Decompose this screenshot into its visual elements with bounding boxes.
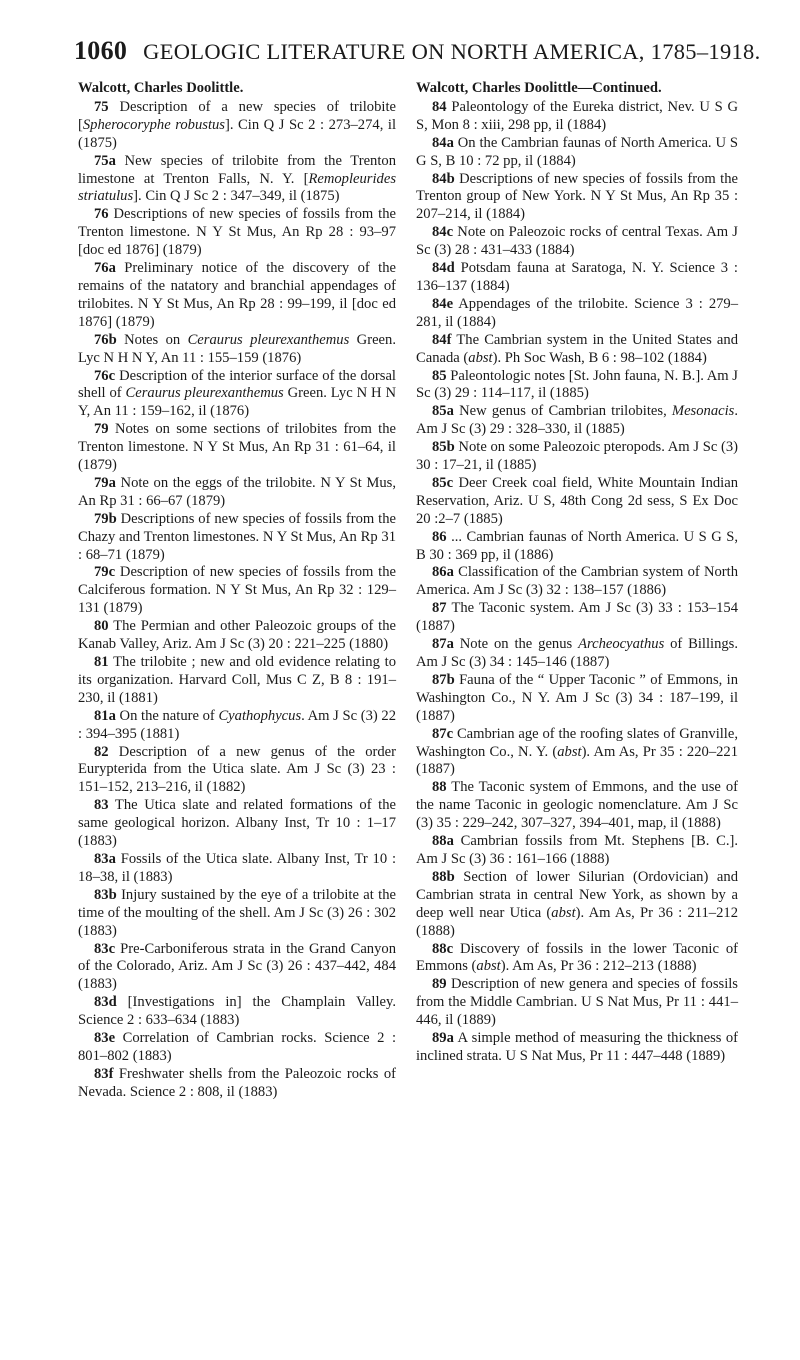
entry-text: Discovery of fossils in the lower Taconic of Emmons ( xyxy=(416,940,738,975)
entry-number: 84b xyxy=(432,170,455,187)
entry-citation: Green. Lyc N H N Y, An 11 : 155–159 (1876) xyxy=(78,331,396,366)
entry-text: A simple method of measuring the thickness of inclined strata. U S Nat Mus, Pr 11 : 447–448 (1889) xyxy=(416,1030,738,1064)
bibliography-entry xyxy=(78,708,396,744)
entry-text: Note on Paleozoic rocks of central Texas. Am J Sc (3) 28 : 431–433 (1884) xyxy=(416,224,738,259)
bibliography-entry xyxy=(416,976,738,1030)
entry-number: 82 xyxy=(94,743,109,760)
entry-citation: ). Ph Soc Wash, B 6 : 98–102 (1884) xyxy=(492,349,707,366)
bibliography-entry xyxy=(416,1030,738,1066)
author-heading-continued: Walcott, Charles Doolittle—Continued. xyxy=(416,80,662,96)
bibliography-entry xyxy=(416,368,738,404)
bibliography-entry xyxy=(416,403,738,439)
entry-number: 88b xyxy=(432,868,455,885)
bibliography-entry xyxy=(416,529,738,565)
entry-number: 79b xyxy=(94,510,117,527)
entry-text: Preliminary notice of the discovery of the remains of the natatory and branchial appendages of trilobites. N Y St Mus, An Rp 28 : 99–199, il [doc ed 1876] (1879) xyxy=(78,260,396,330)
entry-number: 87a xyxy=(432,636,454,653)
entry-number: 87b xyxy=(432,671,455,688)
entry-text: Classification of the Cambrian system of North America. Am J Sc (3) 32 : 138–157 (1886) xyxy=(416,564,738,599)
entry-text: Potsdam fauna at Saratoga, N. Y. Science 3 : 136–137 (1884) xyxy=(416,260,738,294)
entry-number: 81a xyxy=(94,707,116,724)
bibliography-entry xyxy=(416,600,738,636)
entry-number: 85a xyxy=(432,403,454,420)
entry-text: Description of a new genus of the order Eurypterida from the Utica slate. Am J Sc (3) 23 : 151–152, 213–216, il (1882) xyxy=(78,743,396,796)
entry-text: On the nature of xyxy=(119,707,219,724)
entry-text: Deer Creek coal field, White Mountain Indian Reservation, Ariz. U S, 48th Cong 2d sess, S Ex Doc 20 :2–7 (1885) xyxy=(416,474,738,527)
bibliography-entry xyxy=(78,941,396,995)
entry-italic-name: abst xyxy=(557,743,582,760)
running-title: GEOLOGIC LITERATURE ON NORTH AMERICA, 1785–1918. xyxy=(143,39,761,64)
entry-italic-name: Spherocoryphe robustus xyxy=(82,116,225,133)
entry-text: Injury sustained by the eye of a trilobite at the time of the moulting of the shell. Am J Sc (3) 26 : 302 (1883) xyxy=(78,886,396,939)
entry-citation: . Am J Sc (3) 22 : 394–395 (1881) xyxy=(78,707,396,742)
bibliography-entry xyxy=(416,439,738,475)
entry-citation: ). Am As, Pr 35 : 220–221 (1887) xyxy=(416,743,739,778)
entry-text: The trilobite ; new and old evidence relating to its organization. Harvard Coll, Mus C Z, B 8 : 191–230, il (1881) xyxy=(78,654,397,706)
bibliography-entry xyxy=(78,797,396,851)
entry-number: 89 xyxy=(432,976,447,993)
entry-italic-name: abst xyxy=(476,958,501,975)
bibliography-entry xyxy=(78,1066,396,1102)
entry-number: 87c xyxy=(432,725,454,742)
entry-number: 80 xyxy=(94,618,109,635)
bibliography-entry xyxy=(416,941,738,977)
entry-number: 83f xyxy=(94,1065,114,1082)
page-number: 1060 xyxy=(74,36,128,65)
entry-number: 75 xyxy=(94,98,109,115)
bibliography-entry xyxy=(78,851,396,887)
entry-italic-name: Remopleurides striatulus xyxy=(78,170,396,205)
entry-text: Cambrian age of the roofing slates of Granville, Washington Co., N. Y. ( xyxy=(416,725,738,760)
bibliography-entry xyxy=(416,99,738,135)
entry-number: 85c xyxy=(432,474,454,491)
bibliography-entry xyxy=(78,475,396,511)
entry-citation: of Billings. Am J Sc (3) 34 : 145–146 (1887) xyxy=(416,636,739,670)
bibliography-entry xyxy=(416,779,738,833)
entry-number: 88a xyxy=(432,833,454,850)
entry-text: Descriptions of new species of fossils from the Trenton group of New York. N Y St Mus, An Rp 35 : 207–214, il (1884) xyxy=(416,170,738,223)
bibliography-entry xyxy=(416,672,738,726)
entry-citation: ). Am As, Pr 36 : 211–212 (1888) xyxy=(416,904,738,939)
entry-number: 89a xyxy=(432,1030,454,1047)
entry-number: 76 xyxy=(94,206,109,223)
entry-text: The Taconic system of Emmons, and the use of the name Taconic in geologic nomenclature. Am J Sc (3) 35 : 229–242, 307–327, 394–401, map, il (1888) xyxy=(416,779,738,832)
bibliography-entry xyxy=(416,636,738,672)
entry-number: 84c xyxy=(432,224,454,241)
bibliography-entry xyxy=(78,744,396,798)
entry-number: 76c xyxy=(94,367,116,384)
entry-number: 86a xyxy=(432,564,454,581)
entry-text: Cambrian fossils from Mt. Stephens [B. C.]. Am J Sc (3) 36 : 161–166 (1888) xyxy=(416,833,739,867)
entry-number: 88c xyxy=(432,940,454,957)
bibliography-entry xyxy=(78,887,396,941)
bibliography-entry xyxy=(78,994,396,1030)
entry-text: Description of new species of fossils from the Calciferous formation. N Y St Mus, An Rp 32 : 129–131 (1879) xyxy=(78,564,396,617)
bibliography-entry xyxy=(416,171,738,225)
entry-number: 83e xyxy=(94,1030,116,1047)
bibliography-entry xyxy=(78,332,396,368)
entry-citation: ]. Cin Q J Sc 2 : 273–274, il (1875) xyxy=(78,116,397,151)
entry-number: 79a xyxy=(94,474,116,491)
entry-text: Note on some Paleozoic pteropods. Am J Sc (3) 30 : 17–21, il (1885) xyxy=(416,439,739,474)
entry-italic-name: Ceraurus pleurexanthemus xyxy=(187,331,350,348)
entry-text: The Permian and other Paleozoic groups of the Kanab Valley, Ariz. Am J Sc (3) 20 : 221–225 (1880) xyxy=(78,618,396,653)
entry-italic-name: abst xyxy=(551,904,576,921)
entry-number: 84 xyxy=(432,98,447,115)
entry-number: 83a xyxy=(94,850,116,867)
entry-text: Note on the genus xyxy=(459,636,579,653)
bibliography-entry xyxy=(78,654,396,708)
entry-italic-name: Archeocyathus xyxy=(578,636,665,653)
entry-number: 87 xyxy=(432,600,447,617)
entry-text: New genus of Cambrian trilobites, xyxy=(459,403,672,420)
entry-text: [Investigations in] the Champlain Valley. Science 2 : 633–634 (1883) xyxy=(78,994,396,1029)
entry-text: ... Cambrian faunas of North America. U S G S, B 30 : 369 pp, il (1886) xyxy=(416,528,738,563)
entry-number: 85b xyxy=(432,439,455,456)
entry-number: 83 xyxy=(94,797,109,814)
bibliography-entry xyxy=(416,260,738,296)
bibliography-entry xyxy=(416,135,738,171)
bibliography-entry xyxy=(416,475,738,529)
bibliography-entry xyxy=(78,260,396,332)
entry-number: 85 xyxy=(432,367,447,384)
entry-italic-name: abst xyxy=(468,349,493,366)
bibliography-entry xyxy=(416,224,738,260)
entry-list xyxy=(78,99,396,1102)
column-divider xyxy=(408,92,409,1332)
entry-text: Section of lower Silurian (Ordovician) and Cambrian strata in central New York, as shown by a deep well near Utica ( xyxy=(416,868,738,921)
bibliography-entry xyxy=(416,296,738,332)
entry-text: Notes on xyxy=(124,331,188,348)
entry-italic-name: Ceraurus pleurexanthemus xyxy=(125,385,284,402)
bibliography-entry xyxy=(78,153,396,207)
entry-text: Note on the eggs of the trilobite. N Y St Mus, An Rp 31 : 66–67 (1879) xyxy=(78,474,396,509)
running-header xyxy=(74,36,761,66)
entry-text: Description of a new species of trilobite [ xyxy=(78,98,396,133)
entry-text: The Cambrian system in the United States and Canada ( xyxy=(416,331,738,366)
entry-text: The Taconic system. Am J Sc (3) 33 : 153–154 (1887) xyxy=(416,600,738,635)
entry-text: Pre-Carboniferous strata in the Grand Canyon of the Colorado, Ariz. Am J Sc (3) 26 : 437–442, 484 (1883) xyxy=(78,940,396,993)
bibliography-entry xyxy=(78,511,396,565)
entry-text: Fossils of the Utica slate. Albany Inst, Tr 10 : 18–38, il (1883) xyxy=(78,850,396,885)
bibliography-entry xyxy=(416,869,738,941)
bibliography-entry xyxy=(78,618,396,654)
entry-text: Description of new genera and species of fossils from the Middle Cambrian. U S Nat Mus, Pr 11 : 441–446, il (1889) xyxy=(416,976,738,1029)
entry-text: Appendages of the trilobite. Science 3 : 279–281, il (1884) xyxy=(416,295,739,330)
entry-citation: Green. Lyc N H N Y, An 11 : 159–162, il (1876) xyxy=(78,385,396,420)
entry-text: Correlation of Cambrian rocks. Science 2 : 801–802 (1883) xyxy=(78,1030,397,1064)
entry-italic-name: Mesonacis xyxy=(671,403,735,420)
entry-number: 84d xyxy=(432,260,455,277)
bibliography-entry xyxy=(78,1030,396,1066)
bibliography-entry xyxy=(416,564,738,600)
bibliography-entry xyxy=(416,726,738,780)
entry-citation: ]. Cin Q J Sc 2 : 347–349, il (1875) xyxy=(133,188,340,205)
entry-text: Notes on some sections of trilobites from the Trenton limestone. N Y St Mus, An Rp 31 : 61–64, il (1879) xyxy=(78,421,396,474)
entry-number: 76b xyxy=(94,331,117,348)
entry-number: 88 xyxy=(432,779,447,796)
left-column xyxy=(78,80,396,1102)
entry-italic-name: Cyathophycus xyxy=(218,707,302,724)
entry-number: 79c xyxy=(94,564,116,581)
entry-number: 83b xyxy=(94,886,117,903)
author-heading: Walcott, Charles Doolittle. xyxy=(78,80,244,96)
entry-text: The Utica slate and related formations of the same geological horizon. Albany Inst, Tr 10 : 1–17 (1883) xyxy=(78,797,397,850)
bibliography-entry xyxy=(78,206,396,260)
entry-text: Paleontologic notes [St. John fauna, N. B.]. Am J Sc (3) 29 : 114–117, il (1885) xyxy=(416,367,738,402)
entry-list xyxy=(416,99,738,1066)
entry-number: 84f xyxy=(432,331,452,348)
bibliography-entry xyxy=(416,833,738,869)
entry-number: 76a xyxy=(94,260,116,277)
entry-text: Descriptions of new species of fossils from the Chazy and Trenton limestones. N Y St Mus, An Rp 31 : 68–71 (1879) xyxy=(78,510,396,563)
entry-text: On the Cambrian faunas of North America. U S G S, B 10 : 72 pp, il (1884) xyxy=(416,134,738,169)
entry-text: Paleontology of the Eureka district, Nev. U S G S, Mon 8 : xiii, 298 pp, il (1884) xyxy=(416,98,738,133)
entry-text: Freshwater shells from the Paleozoic rocks of Nevada. Science 2 : 808, il (1883) xyxy=(78,1065,396,1100)
entry-text: New species of trilobite from the Trenton limestone at Trenton Falls, N. Y. [ xyxy=(78,152,396,187)
entry-text: Descriptions of new species of fossils from the Trenton limestone. N Y St Mus, An Rp 28 : 93–97 [doc ed 1876] (1879) xyxy=(78,206,396,259)
entry-citation: ). Am As, Pr 36 : 212–213 (1888) xyxy=(500,958,697,975)
entry-number: 86 xyxy=(432,528,447,545)
entry-citation: . Am J Sc (3) 29 : 328–330, il (1885) xyxy=(416,403,738,438)
entry-text: Fauna of the “ Upper Taconic ” of Emmons, in Washington Co., N Y. Am J Sc (3) 34 : 187–199, il (1887) xyxy=(416,671,738,724)
entry-number: 84e xyxy=(432,295,454,312)
bibliography-entry xyxy=(78,99,396,153)
bibliography-entry xyxy=(78,368,396,422)
entry-number: 83c xyxy=(94,940,116,957)
entry-text: Description of the interior surface of the dorsal shell of xyxy=(78,367,396,402)
bibliography-entry xyxy=(78,421,396,475)
bibliography-entry xyxy=(416,332,738,368)
right-column xyxy=(416,80,738,1066)
bibliography-entry xyxy=(78,564,396,618)
entry-number: 81 xyxy=(94,654,109,670)
entry-number: 84a xyxy=(432,134,454,151)
entry-number: 83d xyxy=(94,994,117,1011)
entry-number: 79 xyxy=(94,421,109,438)
entry-number: 75a xyxy=(94,152,116,169)
